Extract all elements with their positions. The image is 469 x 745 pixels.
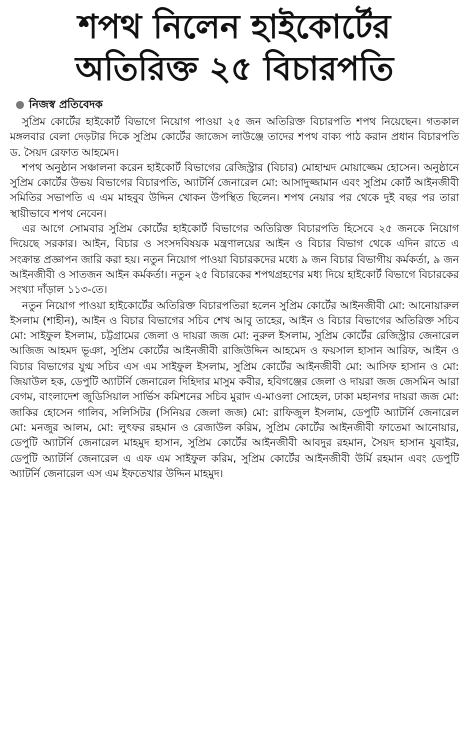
byline [10, 96, 459, 114]
paragraph-4: নতুন নিয়োগ পাওয়া হাইকোর্টের অতিরিক্ত বিচারপতিরা হলেন সুপ্রিম কোর্টের আইনজীবী মো: আনোয়ারুল ইসলাম (শাহীন), আইন ও বিচার বিভাগের সচিব শেখ আবু তাহের, আইন ও বিচার বিভাগের অতিরিক্ত সচিব মো: সাইফুল ইসলাম, চট্টগ্রামের জেলা ও দায়রা জজ মো: নুরুল ইসলাম, সুপ্রিম কোর্টের রেজিস্ট্রার জেনারেল আজিজ আহমদ ভূঞা, সুপ্রিম কোর্টের আইনজীবী রাজিউদ্দিন আহমেদ ও ফয়সাল হাসান আরিফ, আইন ও বিচার বিভাগের যুগ্ম সচিব এস এম সাইফুল ইসলাম, সুপ্রিম কোর্টের আইনজীবী মো: আসিফ হাসান ও মো: জিয়াউল হক, ডেপুটি অ্যাটর্নি জেনারেল দিহিদার মাসুম কবীর, হবিগঞ্জের জেলা ও দায়রা জজ জেসমিন আরা বেগম, বাংলাদেশ জুডিসিয়াল সার্ভিস কমিশনের সচিব মুরাদ এ-মাওলা সোহেল, ঢাকা মহানগর দায়রা জজ মো: জাকির হোসেন গালিব, সলিসিটর (সিনিয়র জেলা জজ) মো: রাফিজুল ইসলাম, ডেপুটি অ্যাটর্নি জেনারেল মো: মনজুর আলম, মো: লুৎফর রহমান ও রেজাউল করিম, সুপ্রিম কোর্টের আইনজীবী ফাতেমা আনোয়ার, ডেপুটি অ্যাটর্নি জেনারেল মাহমুদ হাসান, সুপ্রিম কোর্টের আইনজীবী আবদুর রহমান, সৈয়দ হাসান যুবাইর, ডেপুটি অ্যাটর্নি জেনারেল এ এফ এম সাইফুল করিম, সুপ্রিম কোর্টের আইনজীবী উর্মি রহমান এবং ডেপুটি অ্যাটর্নি জেনারেল এস এম ইফতেখার উদ্দিন মাহমুদ। [10, 299, 459, 480]
paragraph-3: এর আগে সোমবার সুপ্রিম কোর্টের হাইকোর্ট বিভাগের অতিরিক্ত বিচারপতি হিসেবে ২৫ জনকে নিয়োগ দিয়েছে সরকার। আইন, বিচার ও সংসদবিষয়ক মন্ত্রণালয়ের আইন ও বিচার বিভাগ থেকে এদিন রাতে এ সংক্রান্ত প্রজ্ঞাপন জারি করা হয়। নতুন নিয়োগ পাওয়া বিচারকদের মধ্যে ৯ জন বিচার বিভাগীয় কর্মকর্তা, ৯ জন আইনজীবী ও সাতজন আইন কর্মকর্তা। নতুন ২৫ বিচারকের শপথগ্রহণের মধ্য দিয়ে হাইকোর্ট বিভাগে বিচারকের সংখ্যা দাঁড়াল ১১৩-তে। [10, 223, 459, 297]
headline [10, 6, 459, 90]
headline-line-1: শপথ নিলেন হাইকোর্টের [78, 7, 391, 46]
newspaper-clipping [0, 6, 469, 745]
paragraph-2: শপথ অনুষ্ঠান সঞ্চালনা করেন হাইকোর্ট বিভাগের রেজিস্ট্রার (বিচার) মোহাম্মদ মোয়াজ্জেম হোসেন। অনুষ্ঠানে সুপ্রিম কোর্টের উভয় বিভাগের বিচারপতি, অ্যাটর্নি জেনারেল মো: আসাদুজ্জামান এবং সুপ্রিম কোর্ট আইনজীবী সমিতির সভাপতি এ এম মাহবুব উদ্দিন খোকন উপস্থিত ছিলেন। শপথ নেয়ার পর থেকে দুই বছর পর তারা স্থায়ীভাবে শপথ নেবেন। [10, 161, 459, 220]
paragraph-1: সুপ্রিম কোর্টের হাইকোর্ট বিভাগে নিয়োগ পাওয়া ২৫ জন অতিরিক্ত বিচারপতি শপথ নিয়েছেন। গতকাল মঙ্গলবার বেলা দেড়টার দিকে সুপ্রিম কোর্টের জাজেস লাউঞ্জে তাদের শপথ বাক্য পাঠ করান প্রধান বিচারপতি ড. সৈয়দ রেফাত আহমেদ। [10, 116, 459, 159]
headline-line-2: অতিরিক্ত ২৫ বিচারপতি [75, 49, 394, 88]
article-body [10, 115, 459, 482]
byline-text: নিজস্ব প্রতিবেদক [29, 97, 103, 111]
bullet-icon [16, 101, 24, 109]
